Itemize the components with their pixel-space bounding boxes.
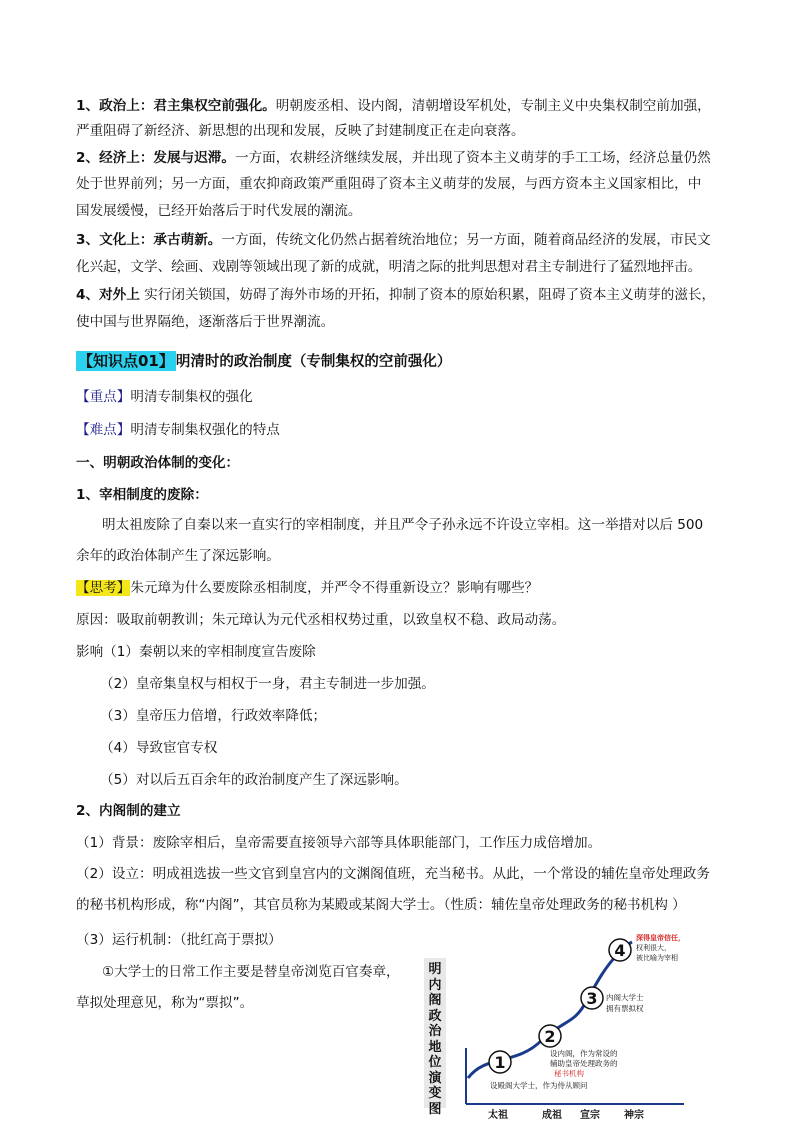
diagram-svg (456, 928, 696, 1122)
svg-text:3: 3 (586, 989, 598, 1008)
x-label-shenzong: 神宗 (624, 1110, 644, 1121)
step-2-label-a: 设内阁，作为常设的 (550, 1049, 618, 1058)
step-2-label-b: 辅助皇帝处理政务的 (550, 1059, 618, 1068)
mechanism-line: （3）运行机制：（批红高于票拟） (76, 932, 282, 948)
knowledge-point-title: 明清时的政治制度（专制集权的空前强化） (175, 354, 452, 370)
step-2-label-c: 秘书机构 (554, 1069, 584, 1078)
effect-1: 影响（1）秦朝以来的宰相制度宣告废除 (76, 644, 316, 660)
summary-2-body1: 一方面，农耕经济继续发展，并出现了资本主义萌芽的手工工场，经济总量仍然 (235, 150, 711, 166)
para-1-line1: 明太祖废除了自秦以来一直实行的宰相制度，并且严令子孙永远不许设立宰相。这一举措对以后 500 (102, 517, 704, 533)
subsection-1-title: 1、宰相制度的废除： (76, 487, 208, 503)
summary-2-line1 (76, 148, 711, 168)
summary-3-line2: 化兴起，文学、绘画、戏剧等领域出现了新的成就，明清之际的批判思想对君主专制进行了猛烈地抨击。 (76, 259, 702, 275)
x-label-chengzu: 成祖 (542, 1110, 562, 1121)
knowledge-point-header (76, 350, 451, 373)
knowledge-point-tag: 【知识点01】 (78, 352, 174, 370)
svg-text:4: 4 (614, 941, 626, 960)
summary-1-line2: 严重阻碍了新经济、新思想的出现和发展，反映了封建制度正在走向衰落。 (76, 123, 525, 139)
mechanism-1-line1: ①大学士的日常工作主要是替皇帝浏览百官奏章， (102, 964, 400, 980)
summary-1-line1 (76, 96, 711, 116)
nandian-text: 明清专制集权强化的特点 (130, 422, 280, 438)
background-line: （1）背景：废除宰相后，皇帝需要直接领导六部等具体职能部门，工作压力成倍增加。 (76, 835, 602, 851)
para-1-line2: 余年的政治体制产生了深远影响。 (76, 548, 280, 564)
summary-3-body1: 一方面，传统文化仍然占据着统治地位；另一方面，随着商品经济的发展，市民文 (221, 232, 711, 248)
effect-4: （4）导致宦官专权 (100, 740, 218, 756)
zhongdian-text: 明清专制集权的强化 (130, 389, 253, 405)
zhongdian-tag: 【重点】 (76, 389, 131, 405)
summary-2-num: 2、 (76, 150, 100, 166)
step-4-marker (609, 939, 631, 961)
summary-2-head: 经济上：发展与迟滞。 (99, 150, 235, 166)
summary-4-line1 (76, 285, 715, 305)
nandian-line (76, 420, 280, 440)
step-4-label-b: 权利很大， (636, 944, 671, 952)
step-4-label-a: 深得皇帝信任， (636, 934, 685, 942)
step-3-label-b: 拥有票拟权 (606, 1004, 644, 1013)
setup-line2: 的秘书机构形成，称“内阁”，其官员称为某殿或某阁大学士。（性质：辅佐皇帝处理政务的秘书机构 ） (76, 897, 686, 913)
step-1-marker (489, 1051, 511, 1073)
nandian-tag: 【难点】 (76, 422, 131, 438)
effect-3: （3）皇帝压力倍增，行政效率降低； (100, 708, 327, 724)
x-label-xuanzong: 宣宗 (580, 1110, 600, 1121)
summary-2-line3: 国发展缓慢，已经开始落后于时代发展的潮流。 (76, 203, 362, 219)
effect-2: （2）皇帝集皇权与相权于一身，君主专制进一步加强。 (100, 676, 435, 692)
summary-1-head: 政治上：君主集权空前强化。 (99, 98, 276, 114)
summary-4-body1: 实行闭关锁国，妨碍了海外市场的开拓，抑制了资本的原始积累，阻碍了资本主义萌芽的滋长， (139, 287, 716, 303)
diagram-vertical-title-text: 明内阁政治地位演变图 (428, 962, 442, 1117)
step-1-label: 设殿阁大学士，作为侍从顾问 (490, 1081, 588, 1090)
diagram-vertical-title (424, 958, 446, 1117)
think-text: 朱元璋为什么要废除丞相制度，并严令不得重新设立？影响有哪些？ (130, 580, 539, 596)
summary-4-line2: 使中国与世界隔绝，逐渐落后于世界潮流。 (76, 314, 335, 330)
step-4-label-c: 被比喻为宰相 (636, 954, 678, 962)
reason-line: 原因：吸取前朝教训；朱元璋认为元代丞相权势过重，以致皇权不稳、政局动荡。 (76, 612, 566, 628)
summary-3-line1 (76, 230, 711, 250)
summary-2-line2: 处于世界前列；另一方面，重农抑商政策严重阻碍了资本主义萌芽的发展，与西方资本主义国家相比，中 (76, 176, 702, 192)
summary-3-head: 文化上：承古萌新。 (99, 232, 222, 248)
svg-text:2: 2 (544, 1027, 556, 1046)
step-3-marker (581, 987, 603, 1009)
subsection-2-title: 2、内阁制的建立 (76, 803, 181, 819)
zhongdian-line (76, 387, 253, 407)
think-line (76, 578, 538, 598)
summary-1-body1: 明朝废丞相、设内阁，清朝增设军机处，专制主义中央集权制空前加强， (275, 98, 711, 114)
summary-4-head: 对外上 (99, 287, 140, 303)
summary-4-num: 4、 (76, 287, 100, 303)
think-tag: 【思考】 (76, 580, 131, 596)
mechanism-1-line2: 草拟处理意见，称为“票拟”。 (76, 995, 254, 1011)
step-2-marker (539, 1025, 561, 1047)
setup-line1: （2）设立：明成祖选拔一些文官到皇宫内的文渊阁值班，充当秘书。从此，一个常设的辅佐皇帝处理政务 (76, 866, 710, 882)
x-label-taizu: 太祖 (488, 1110, 508, 1121)
step-3-label-a: 内阁大学士 (606, 993, 644, 1002)
section-1-title: 一、明朝政治体制的变化： (76, 455, 240, 471)
svg-text:1: 1 (494, 1053, 506, 1072)
diagram-container (456, 928, 696, 1122)
effect-5: （5）对以后五百余年的政治制度产生了深远影响。 (100, 772, 408, 788)
summary-3-num: 3、 (76, 232, 100, 248)
summary-1-num: 1、 (76, 98, 100, 114)
